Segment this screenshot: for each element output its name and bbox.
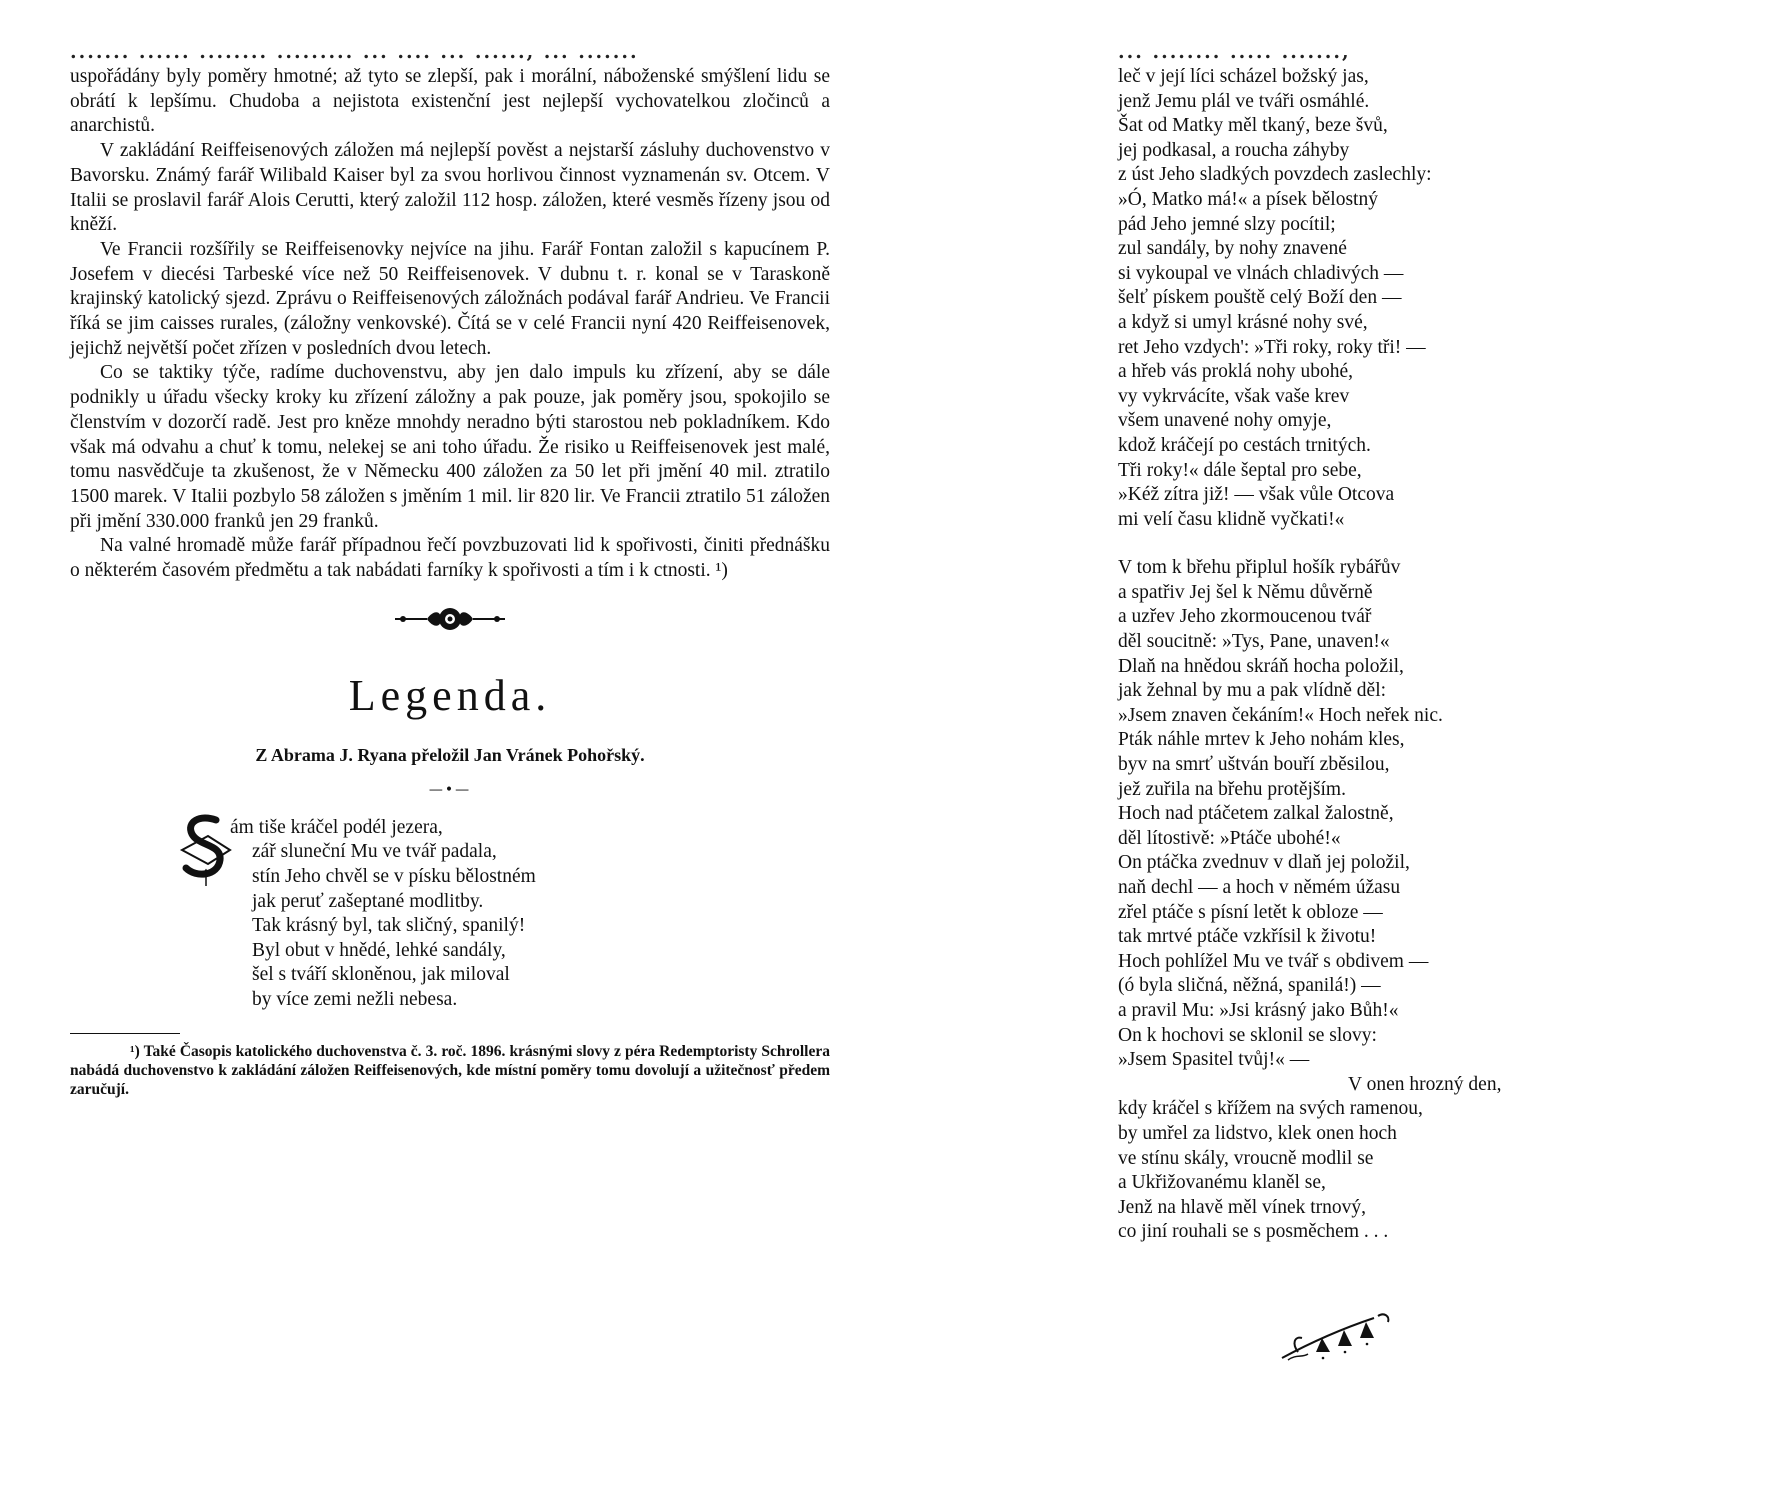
verse-line: Tři roky!« dále šeptal pro sebe,	[1118, 459, 1362, 481]
verse-line: jak žehnal by mu a pak vlídně děl:	[1118, 680, 1387, 702]
verse-line: by umřel za lidstvo, klek onen hoch	[1118, 1122, 1397, 1144]
paragraph-5: Na valné hromadě může farář případnou řečí povzbuzovati lid k spořivosti, činiti přednášku o některém časovém předmětu a tak nabádati farníky k spořivosti a tím i k ctnosti. ¹)	[70, 535, 830, 582]
verse-line: kdož kráčejí po cestách trnitých.	[1118, 434, 1371, 456]
verse-line: byv na smrť uštván bouří zběsilou,	[1118, 754, 1390, 776]
verse-line: leč v její líci scházel božský jas,	[1118, 66, 1369, 87]
paragraph-4: Co se taktiky týče, radíme duchovenstvu, aby jen dalo impuls ku zřízení, aby se dále podnikly u úřadu všecky kroky ku zřízení záložny a pak pouze, jak poměry jsou, spokojilo se členstvím v dozorčí radě. Jest pro kněze mnohdy neradno býti starostou neb pokladníkem. Kdo však má odvahu a chuť k tomu, nelekej se ani toho úřadu. Že risiko u Reiffeisenovek jest malé, tomu nasvědčuje ta zkušenost, že v Německu 400 záložen za 50 let při jmění 40 mil. ztratilo 1500 marek. V Italii pozbylo 58 záložen s jměním 1 mil. lir 820 lir. Ve Francii ztratilo 51 záložen při jmění 330.000 franků jen 29 franků.	[70, 362, 830, 532]
verse-line: šelť pískem pouště celý Boží den —	[1118, 287, 1402, 309]
poem-line-2: zář sluneční Mu ve tvář padala,	[252, 841, 497, 863]
verse-line: On k hochovi se sklonil se slovy:	[1118, 1024, 1377, 1046]
poem-line-5: Tak krásný byl, tak sličný, spanilý!	[252, 915, 526, 937]
page-title: Legenda.	[348, 670, 552, 720]
verse-line: pád Jeho jemné slzy pocítil;	[1118, 213, 1336, 235]
verse-line: tak mrtvé ptáče vzkřísil k životu!	[1118, 926, 1377, 948]
verse-line: On ptáčka zvednuv v dlaň jej položil,	[1118, 852, 1410, 874]
separator: —•—	[428, 781, 472, 798]
stanza-1	[1118, 65, 1598, 532]
verse-line: jej podkasal, a roucha záhyby	[1118, 139, 1350, 161]
verse-line: Dlaň na hnědou skráň hocha položil,	[1118, 655, 1404, 677]
verse-line-indented: V onen hrozný den,	[1348, 1073, 1502, 1095]
verse-line: Hoch pohlížel Mu ve tvář s obdivem —	[1118, 950, 1429, 972]
paragraph-1: uspořádány byly poměry hmotné; až tyto se zlepší, pak i morální, náboženské smýšlení lidu se obrátí k lepšímu. Chudoba a nejistota existenční jest nejlepší vychovatelkou zločinců a anarchistů.	[70, 66, 830, 137]
right-column	[1118, 41, 1598, 1245]
verse-line: a uzřev Jeho zkormoucenou tvář	[1118, 606, 1372, 628]
verse-line: jež zuřila na břehu protějším.	[1118, 778, 1346, 800]
verse-line: a Ukřižovanému klaněl se,	[1118, 1172, 1326, 1194]
verse-line: z úst Jeho sladkých povzdech zaslechly:	[1118, 164, 1432, 186]
verse-line: »Jsem Spasitel tvůj!« —	[1118, 1049, 1310, 1071]
footnote: ¹) Také Časopis katolického duchovenstva č. 3. roč. 1896. krásnými slovy z péra Redemptoristy Schrollera nabádá duchovenstvo k zakládání záložen Reiffeisenových, kde místní poměry tomu dovolují a užitečnosť předem zaručují.	[70, 1042, 830, 1098]
paragraph-2: V zakládání Reiffeisenových záložen má nejlepší pověst a nejstarší zásluhy duchovenstvo v Bavorsku. Známý farář Wilibald Kaiser byl za svou horlivou činnost vyznamenán sv. Otcem. V Italii se proslavil farář Alois Cerutti, který založil 112 hosp. záložen, které vesměs řízeny jsou od kněží.	[70, 140, 830, 236]
poem-line-6: Byl obut v hnědé, lehké sandály,	[252, 939, 506, 961]
verse-line: Hoch nad ptáčetem zalkal žalostně,	[1118, 803, 1394, 825]
verse-line: a hřeb vás proklá nohy ubohé,	[1118, 361, 1354, 383]
verse-line: všem unavené nohy omyje,	[1118, 410, 1332, 432]
poem-line-3: stín Jeho chvěl se v písku bělostném	[252, 865, 536, 887]
verse-line: ret Jeho vzdych': »Tři roky, roky tři! —	[1118, 336, 1426, 358]
verse-line: Jenž na hlavě měl vínek trnový,	[1118, 1196, 1367, 1218]
poem-opening	[70, 816, 830, 1013]
verse-line: vy vykrvácíte, však vaše krev	[1118, 385, 1350, 407]
ornament-rule-icon	[70, 604, 830, 644]
verse-line: děl soucitně: »Tys, Pane, unaven!«	[1118, 631, 1390, 653]
verse-line: co jiní rouhali se s posměchem . . .	[1118, 1221, 1389, 1243]
poem-line-7: šel s tváří skloněnou, jak miloval	[252, 964, 510, 986]
verse-line: »Kéž zítra již! — však vůle Otcova	[1118, 484, 1395, 506]
verse-line: zřel ptáče s písní letět k obloze —	[1118, 901, 1383, 923]
poem-line-4: jak peruť zašeptané modlitby.	[252, 890, 484, 912]
verse-line: a když si umyl krásné nohy své,	[1118, 311, 1368, 333]
cut-off-top-line-right: ... ........ ..... .......,	[1118, 41, 1351, 63]
verse-line: (ó byla sličná, něžná, spanilá!) —	[1118, 975, 1381, 997]
cut-off-top-line: ....... ...... ........ ......... ... .... ... ......, ... .......	[70, 41, 639, 63]
poem-line-8: by více zemi nežli nebesa.	[252, 988, 458, 1010]
bluebell-vignette-icon	[1278, 1308, 1398, 1366]
verse-line: a spatřiv Jej šel k Němu důvěrně	[1118, 581, 1373, 603]
verse-line: »Ó, Matko má!« a písek bělostný	[1118, 188, 1378, 210]
verse-line: Šat od Matky měl tkaný, beze švů,	[1118, 115, 1388, 137]
left-column	[70, 41, 830, 1099]
verse-line: Pták náhle mrtev k Jeho nohám kles,	[1118, 729, 1405, 751]
verse-line: děl lítostivě: »Ptáče ubohé!«	[1118, 827, 1341, 849]
verse-line: ve stínu skály, vroucně modlil se	[1118, 1147, 1374, 1169]
stanza-gap	[1118, 532, 1598, 556]
verse-line: a pravil Mu: »Jsi krásný jako Bůh!«	[1118, 999, 1399, 1021]
verse-line: mi velí času klidně vyčkati!«	[1118, 508, 1345, 530]
verse-line: kdy kráčel s křížem na svých ramenou,	[1118, 1098, 1423, 1120]
footnote-rule	[70, 1033, 180, 1034]
verse-line: si vykoupal ve vlnách chladivých —	[1118, 262, 1404, 284]
verse-line: V tom k břehu připlul hošík rybářův	[1118, 557, 1401, 579]
verse-line: zul sandály, by nohy znavené	[1118, 238, 1347, 260]
poem-line-1: ám tiše kráčel podél jezera,	[230, 816, 443, 838]
subtitle: Z Abrama J. Ryana přeložil Jan Vránek Pohořský.	[255, 744, 645, 765]
verse-line: naň dechl — a hoch v němém úžasu	[1118, 877, 1401, 898]
stanza-2	[1118, 556, 1598, 1245]
paragraph-3: Ve Francii rozšířily se Reiffeisenovky nejvíce na jihu. Farář Fontan založil s kapucínem P. Josefem v diecési Tarbeské více než 50 Reiffeisenovek. V dubnu t. r. konal se v Taraskoně krajinský katolický sjezd. Zprávu o Reiffeisenových záložnách podával farář Andrieu. Ve Francii říká se jim caisses rurales, (záložny venkovské). Čítá se v celé Francii nyní 420 Reiffeisenovek, jejichž největší počet zřízen v posledních dvou letech.	[70, 238, 830, 359]
dropcap-S-icon	[178, 814, 234, 888]
verse-line: »Jsem znaven čekáním!« Hoch neřek nic.	[1118, 704, 1443, 726]
verse-line: jenž Jemu plál ve tváři osmáhlé.	[1118, 90, 1370, 112]
